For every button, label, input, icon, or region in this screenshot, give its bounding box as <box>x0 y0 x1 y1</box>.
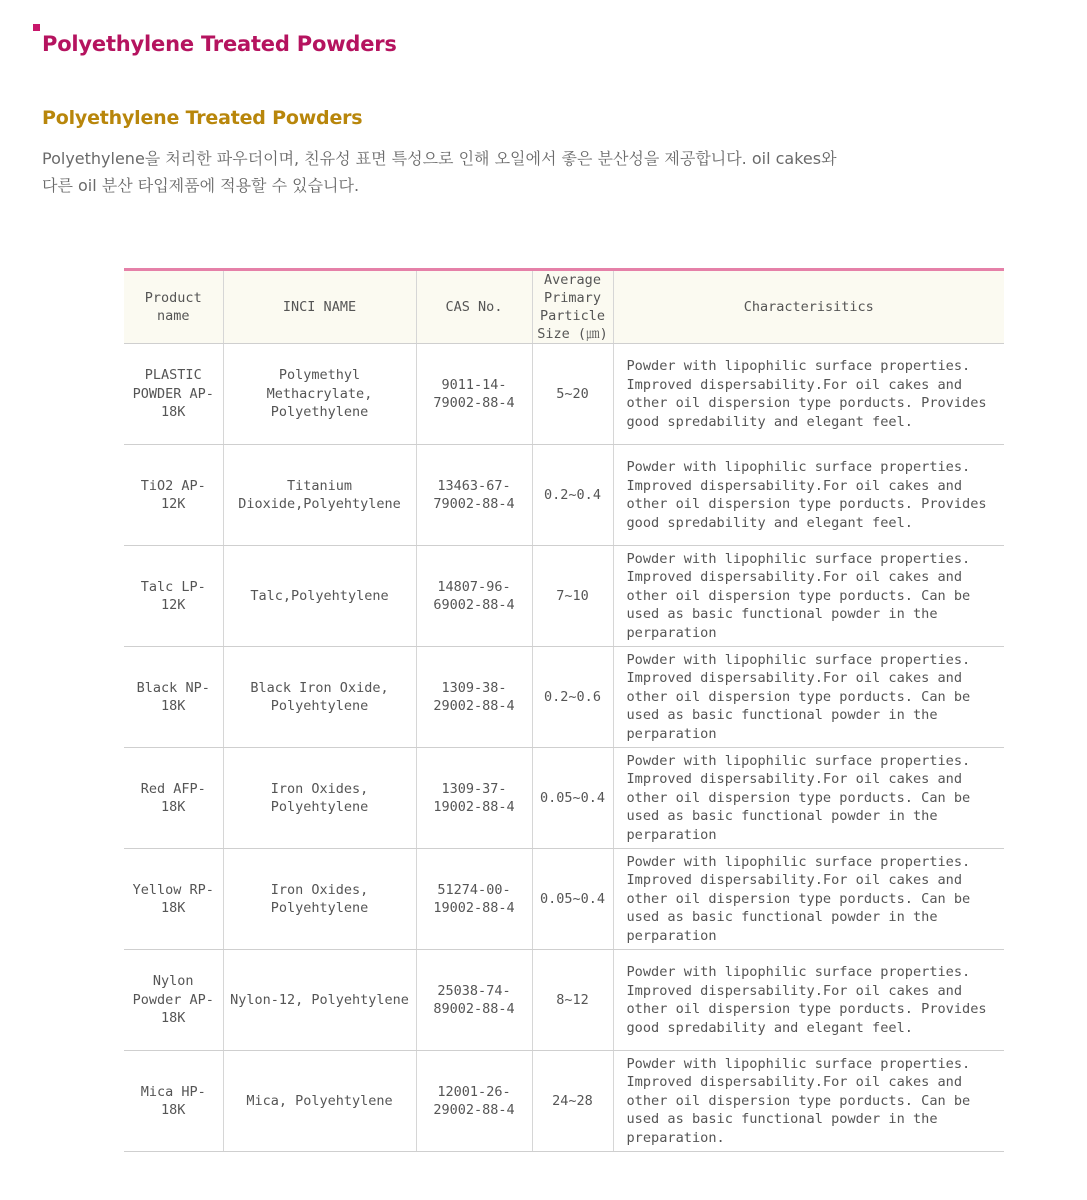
table-row <box>124 647 1004 748</box>
cell-product-name: Mica HP-18K <box>124 1051 223 1152</box>
header-characteristics: Characterisitics <box>613 270 1004 344</box>
page-title: Polyethylene Treated Powders <box>42 32 397 56</box>
cell-particle-size: 0.2~0.6 <box>532 647 613 748</box>
intro-line: Polyethylene을 처리한 파우더이며, 친유성 표면 특성으로 인해 오일에서 좋은 분산성을 제공합니다. oil cakes와 <box>42 149 837 168</box>
header-inci-name: INCI NAME <box>223 270 416 344</box>
intro-line: 다른 oil 분산 타입제품에 적용할 수 있습니다. <box>42 176 360 195</box>
section-title: Polyethylene Treated Powders <box>42 107 363 129</box>
table-row <box>124 950 1004 1051</box>
cell-cas-no: 51274-00-19002-88-4 <box>416 849 532 950</box>
table-header-row <box>124 270 1004 344</box>
cell-cas-no: 12001-26-29002-88-4 <box>416 1051 532 1152</box>
cell-product-name: Talc LP-12K <box>124 546 223 647</box>
cell-product-name: Black NP-18K <box>124 647 223 748</box>
cell-particle-size: 0.2~0.4 <box>532 445 613 546</box>
cell-inci-name: Polymethyl Methacrylate, Polyethylene <box>223 344 416 445</box>
title-marker-icon <box>33 24 40 31</box>
cell-particle-size: 0.05~0.4 <box>532 748 613 849</box>
cell-inci-name: Iron Oxides, Polyehtylene <box>223 849 416 950</box>
cell-characteristics: Powder with lipophilic surface properties. Improved dispersability.For oil cakes and other oil dispersion type porducts. Can be used as basic functional powder in the perparation <box>613 849 1004 950</box>
cell-characteristics: Powder with lipophilic surface properties. Improved dispersability.For oil cakes and other oil dispersion type porducts. Can be used as basic functional powder in the perparation <box>613 748 1004 849</box>
table-row <box>124 546 1004 647</box>
cell-cas-no: 1309-38-29002-88-4 <box>416 647 532 748</box>
cell-characteristics: Powder with lipophilic surface properties. Improved dispersability.For oil cakes and other oil dispersion type porducts. Provides good spredability and elegant feel. <box>613 950 1004 1051</box>
cell-characteristics: Powder with lipophilic surface properties. Improved dispersability.For oil cakes and other oil dispersion type porducts. Provides good spredability and elegant feel. <box>613 445 1004 546</box>
cell-product-name: TiO2 AP-12K <box>124 445 223 546</box>
cell-particle-size: 5~20 <box>532 344 613 445</box>
intro-paragraph <box>42 145 882 199</box>
cell-product-name: PLASTIC POWDER AP-18K <box>124 344 223 445</box>
cell-inci-name: Nylon-12, Polyehtylene <box>223 950 416 1051</box>
cell-cas-no: 25038-74-89002-88-4 <box>416 950 532 1051</box>
cell-inci-name: Talc,Polyehtylene <box>223 546 416 647</box>
cell-particle-size: 0.05~0.4 <box>532 849 613 950</box>
cell-cas-no: 14807-96-69002-88-4 <box>416 546 532 647</box>
cell-characteristics: Powder with lipophilic surface properties. Improved dispersability.For oil cakes and other oil dispersion type porducts. Can be used as basic functional powder in the preparation. <box>613 1051 1004 1152</box>
header-particle-size: Average Primary Particle Size (㎛) <box>532 270 613 344</box>
cell-product-name: Yellow RP-18K <box>124 849 223 950</box>
cell-inci-name: Iron Oxides, Polyehtylene <box>223 748 416 849</box>
cell-characteristics: Powder with lipophilic surface properties. Improved dispersability.For oil cakes and other oil dispersion type porducts. Can be used as basic functional powder in the perparation <box>613 647 1004 748</box>
cell-cas-no: 1309-37-19002-88-4 <box>416 748 532 849</box>
table-row <box>124 849 1004 950</box>
cell-inci-name: Black Iron Oxide, Polyehtylene <box>223 647 416 748</box>
cell-inci-name: Titanium Dioxide,Polyehtylene <box>223 445 416 546</box>
cell-cas-no: 9011-14-79002-88-4 <box>416 344 532 445</box>
table-row <box>124 748 1004 849</box>
table-row <box>124 344 1004 445</box>
cell-product-name: Red AFP-18K <box>124 748 223 849</box>
cell-inci-name: Mica, Polyehtylene <box>223 1051 416 1152</box>
cell-product-name: Nylon Powder AP-18K <box>124 950 223 1051</box>
cell-characteristics: Powder with lipophilic surface properties. Improved dispersability.For oil cakes and other oil dispersion type porducts. Can be used as basic functional powder in the perparation <box>613 546 1004 647</box>
cell-particle-size: 8~12 <box>532 950 613 1051</box>
header-cas-no: CAS No. <box>416 270 532 344</box>
cell-cas-no: 13463-67-79002-88-4 <box>416 445 532 546</box>
table-row <box>124 445 1004 546</box>
cell-particle-size: 7~10 <box>532 546 613 647</box>
cell-particle-size: 24~28 <box>532 1051 613 1152</box>
header-product-name: Product name <box>124 270 223 344</box>
table-row <box>124 1051 1004 1152</box>
product-table <box>124 268 1004 1152</box>
cell-characteristics: Powder with lipophilic surface properties. Improved dispersability.For oil cakes and other oil dispersion type porducts. Provides good spredability and elegant feel. <box>613 344 1004 445</box>
